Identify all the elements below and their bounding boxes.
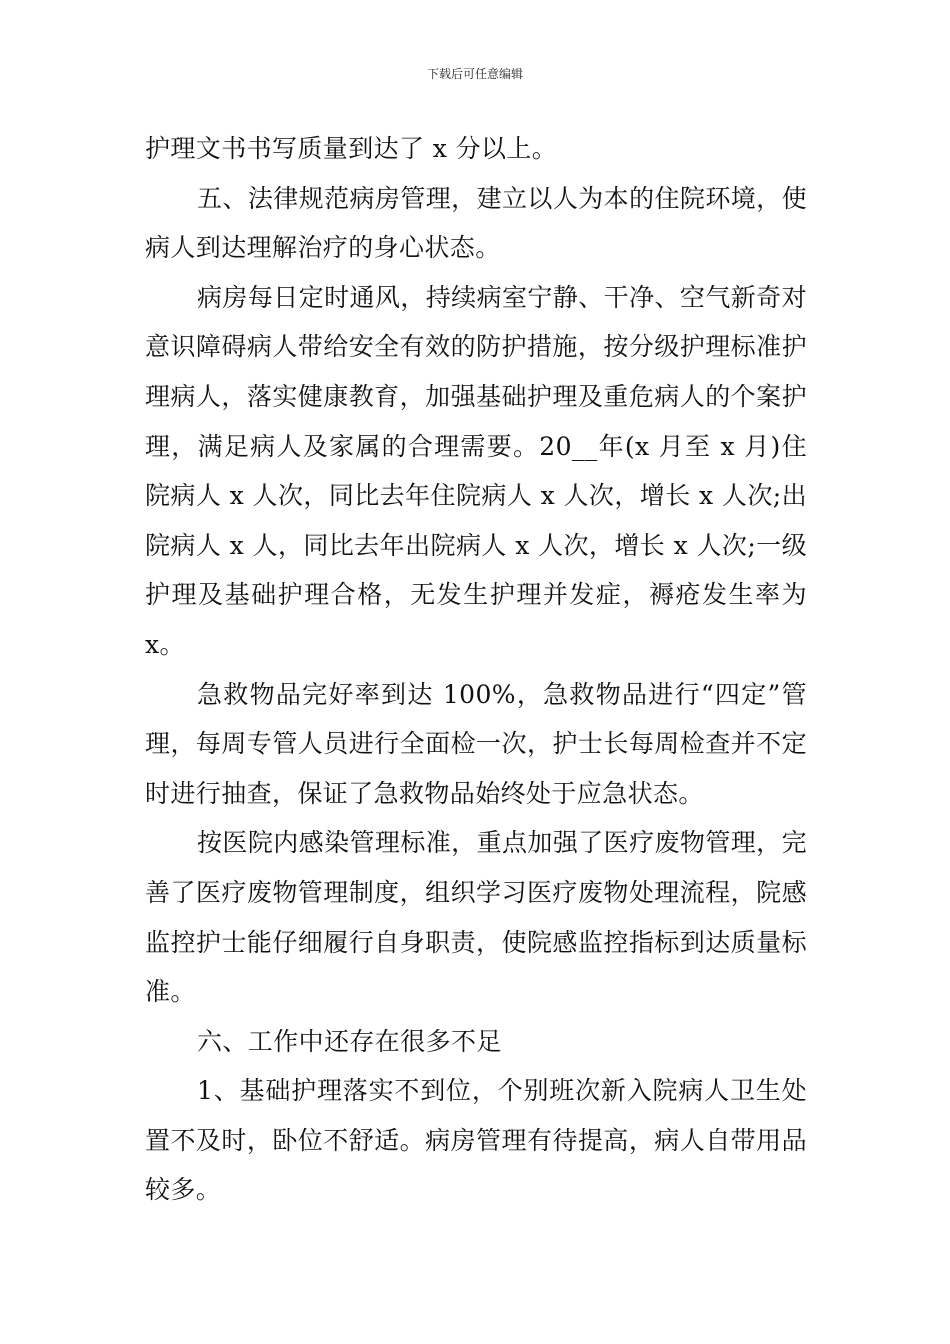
paragraph-5: 按医院内感染管理标准，重点加强了医疗废物管理，完善了医疗废物管理制度，组织学习医疗废物处理流程，院感监控护士能仔细履行自身职责，使院感监控指标到达质量标准。 — [145, 828, 807, 1007]
paragraph-4: 急救物品完好率到达 100%，急救物品进行“四定”管理，每周专管人员进行全面检一次，护士长每周检查并不定时进行抽查，保证了急救物品始终处于应急状态。 — [145, 679, 807, 808]
page-header: 下载后可任意编辑 — [426, 67, 523, 81]
paragraph-6: 六、工作中还存在很多不足 — [197, 1026, 502, 1056]
document-body — [145, 124, 807, 1215]
paragraph-2: 五、法律规范病房管理，建立以人为本的住院环境，使病人到达理解治疗的身心状态。 — [145, 183, 807, 263]
paragraph-3: 病房每日定时通风，持续病室宁静、干净、空气新奇对意识障碍病人带给安全有效的防护措施，按分级护理标准护理病人，落实健康教育，加强基础护理及重危病人的个案护理，满足病人及家属的合理需要。20__年(x 月至 x 月)住院病人 x 人次，同比去年住院病人 x 人次，增长 x 人次;出院病人 x 人，同比去年出院病人 x 人次，增长 x 人次;一级护理及基础护理合格，无发生护理并发症，褥疮发生率为 x。 — [145, 282, 807, 659]
paragraph-7: 1、基础护理落实不到位，个别班次新入院病人卫生处置不及时，卧位不舒适。病房管理有待提高，病人自带用品较多。 — [145, 1076, 807, 1205]
paragraph-1: 护理文书书写质量到达了 x 分以上。 — [145, 134, 558, 163]
